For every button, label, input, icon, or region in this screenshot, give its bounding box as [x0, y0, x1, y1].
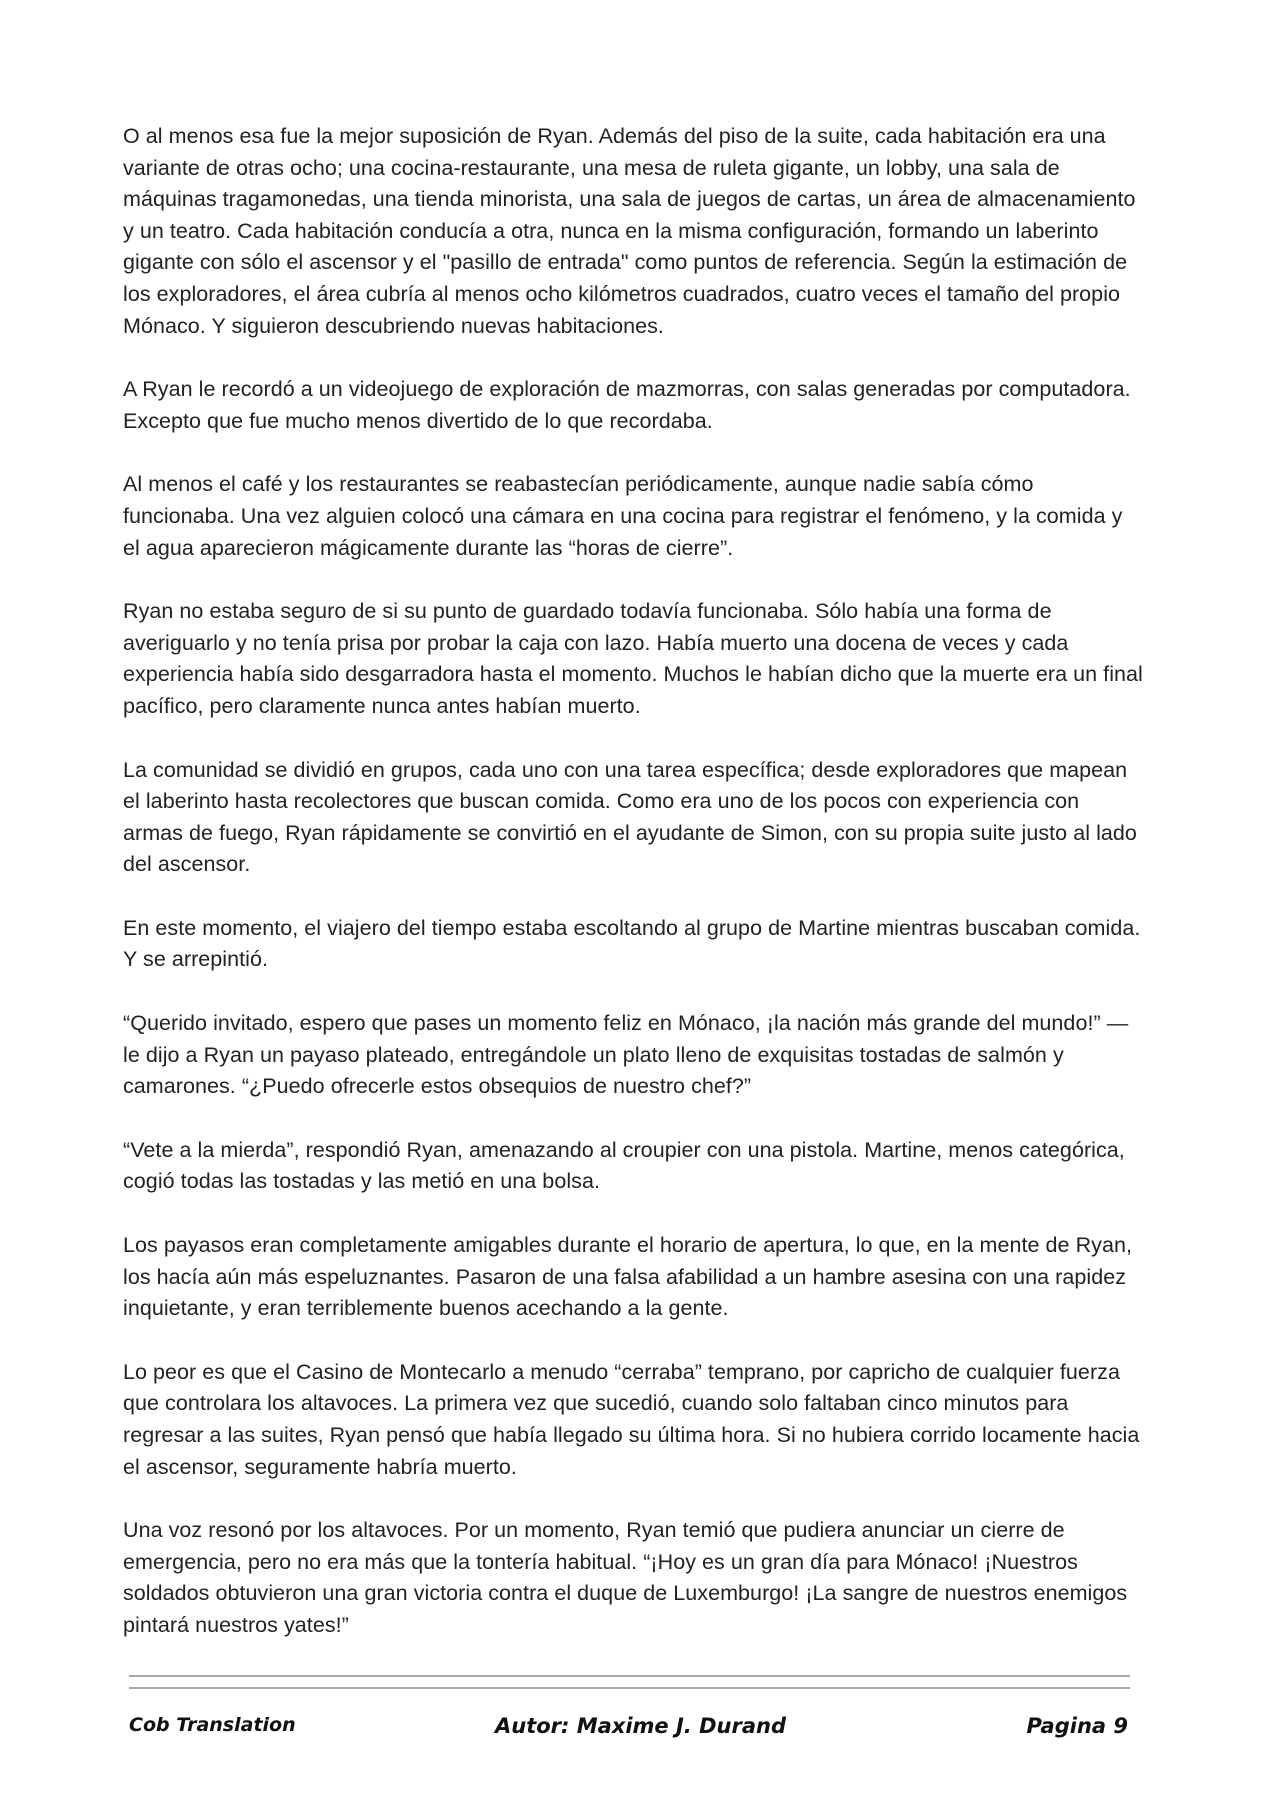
body-paragraph: “Querido invitado, espero que pases un momento feliz en Mónaco, ¡la nación más grande del mundo!” —le dijo a Ryan un payaso plateado, entregándole un plato lleno de exquisitas tostadas de salmón y camarones. “¿Puedo ofrecerle estos obsequios de nuestro chef?” — [123, 1011, 1129, 1099]
body-paragraph: “Vete a la mierda”, respondió Ryan, amenazando al croupier con una pistola. Martine, menos categórica, cogió todas las tostadas y las metió en una bolsa. — [123, 1137, 1125, 1194]
body-paragraph: A Ryan le recordó a un videojuego de exploración de mazmorras, con salas generadas por computadora. Excepto que fue mucho menos divertido de lo que recordaba. — [123, 377, 1131, 433]
body-paragraph: Una voz resonó por los altavoces. Por un momento, Ryan temió que pudiera anunciar un cierre de emergencia, pero no era más que la tontería habitual. “¡Hoy es un gran día para Mónaco! ¡Nuestros soldados obtuvieron una gran victoria contra el duque de Luxemburgo! ¡La sangre de nuestros enemigos pintará nuestros yates!” — [123, 1518, 1128, 1637]
body-paragraph: Ryan no estaba seguro de si su punto de guardado todavía funcionaba. Sólo había una forma de averiguarlo y no tenía prisa por probar la caja con lazo. Había muerto una docena de veces y cada experiencia había sido desgarradora hasta el momento. Muchos le habían dicho que la muerte era un final pacífico, pero claramente nunca antes habían muerto. — [123, 599, 1143, 718]
footer-page-number: Pagina 9 — [1026, 1714, 1128, 1738]
body-paragraph: Lo peor es que el Casino de Montecarlo a menudo “cerraba” temprano, por capricho de cualquier fuerza que controlara los altavoces. La primera vez que sucedió, cuando solo faltaban cinco minutos para regresar a las suites, Ryan pensó que había llegado su última hora. Si no hubiera corrido locamente hacia el ascensor, seguramente habría muerto. — [123, 1359, 1140, 1479]
body-paragraph: La comunidad se dividió en grupos, cada uno con una tarea específica; desde exploradores que mapean el laberinto hasta recolectores que buscan comida. Como era uno de los pocos con experiencia con armas de fuego, Ryan rápidamente se convirtió en el ayudante de Simon, con su propia suite justo al lado del ascensor. — [123, 757, 1137, 877]
footer-author: Autor: Maxime J. Durand — [495, 1714, 786, 1738]
body-paragraph: O al menos esa fue la mejor suposición de Ryan. Además del piso de la suite, cada habitación era una variante de otras ocho; una cocina-restaurante, una mesa de ruleta gigante, un lobby, una sala de máquinas tragamonedas, una tienda minorista, una sala de juegos de cartas, un área de almacenamiento y un teatro. Cada habitación conducía a otra, nunca en la misma configuración, formando un laberinto gigante con sólo el ascensor y el "pasillo de entrada" como puntos de referencia. Según la estimación de los exploradores, el área cubría al menos ocho kilómetros cuadrados, cuatro veces el tamaño del propio Mónaco. Y siguieron descubriendo nuevas habitaciones. — [123, 124, 1136, 338]
body-paragraph: Al menos el café y los restaurantes se reabastecían periódicamente, aunque nadie sabía cómo funcionaba. Una vez alguien colocó una cámara en una cocina para registrar el fenómeno, y la comida y el agua aparecieron mágicamente durante las “horas de cierre”. — [123, 472, 1123, 560]
footer-translator: Cob Translation — [129, 1714, 296, 1736]
body-paragraph: Los payasos eran completamente amigables durante el horario de apertura, lo que, en la mente de Ryan, los hacía aún más espeluznantes. Pasaron de una falsa afabilidad a un hambre asesina con una rapidez inquietante, y eran terriblemente buenos acechando a la gente. — [123, 1233, 1132, 1321]
footer-divider-top — [129, 1675, 1130, 1677]
body-paragraph: En este momento, el viajero del tiempo estaba escoltando al grupo de Martine mientras buscaban comida. Y se arrepintió. — [123, 915, 1141, 972]
page-footer — [129, 1714, 1130, 1744]
page-body — [123, 121, 1143, 1674]
footer-divider-bottom — [129, 1687, 1130, 1689]
